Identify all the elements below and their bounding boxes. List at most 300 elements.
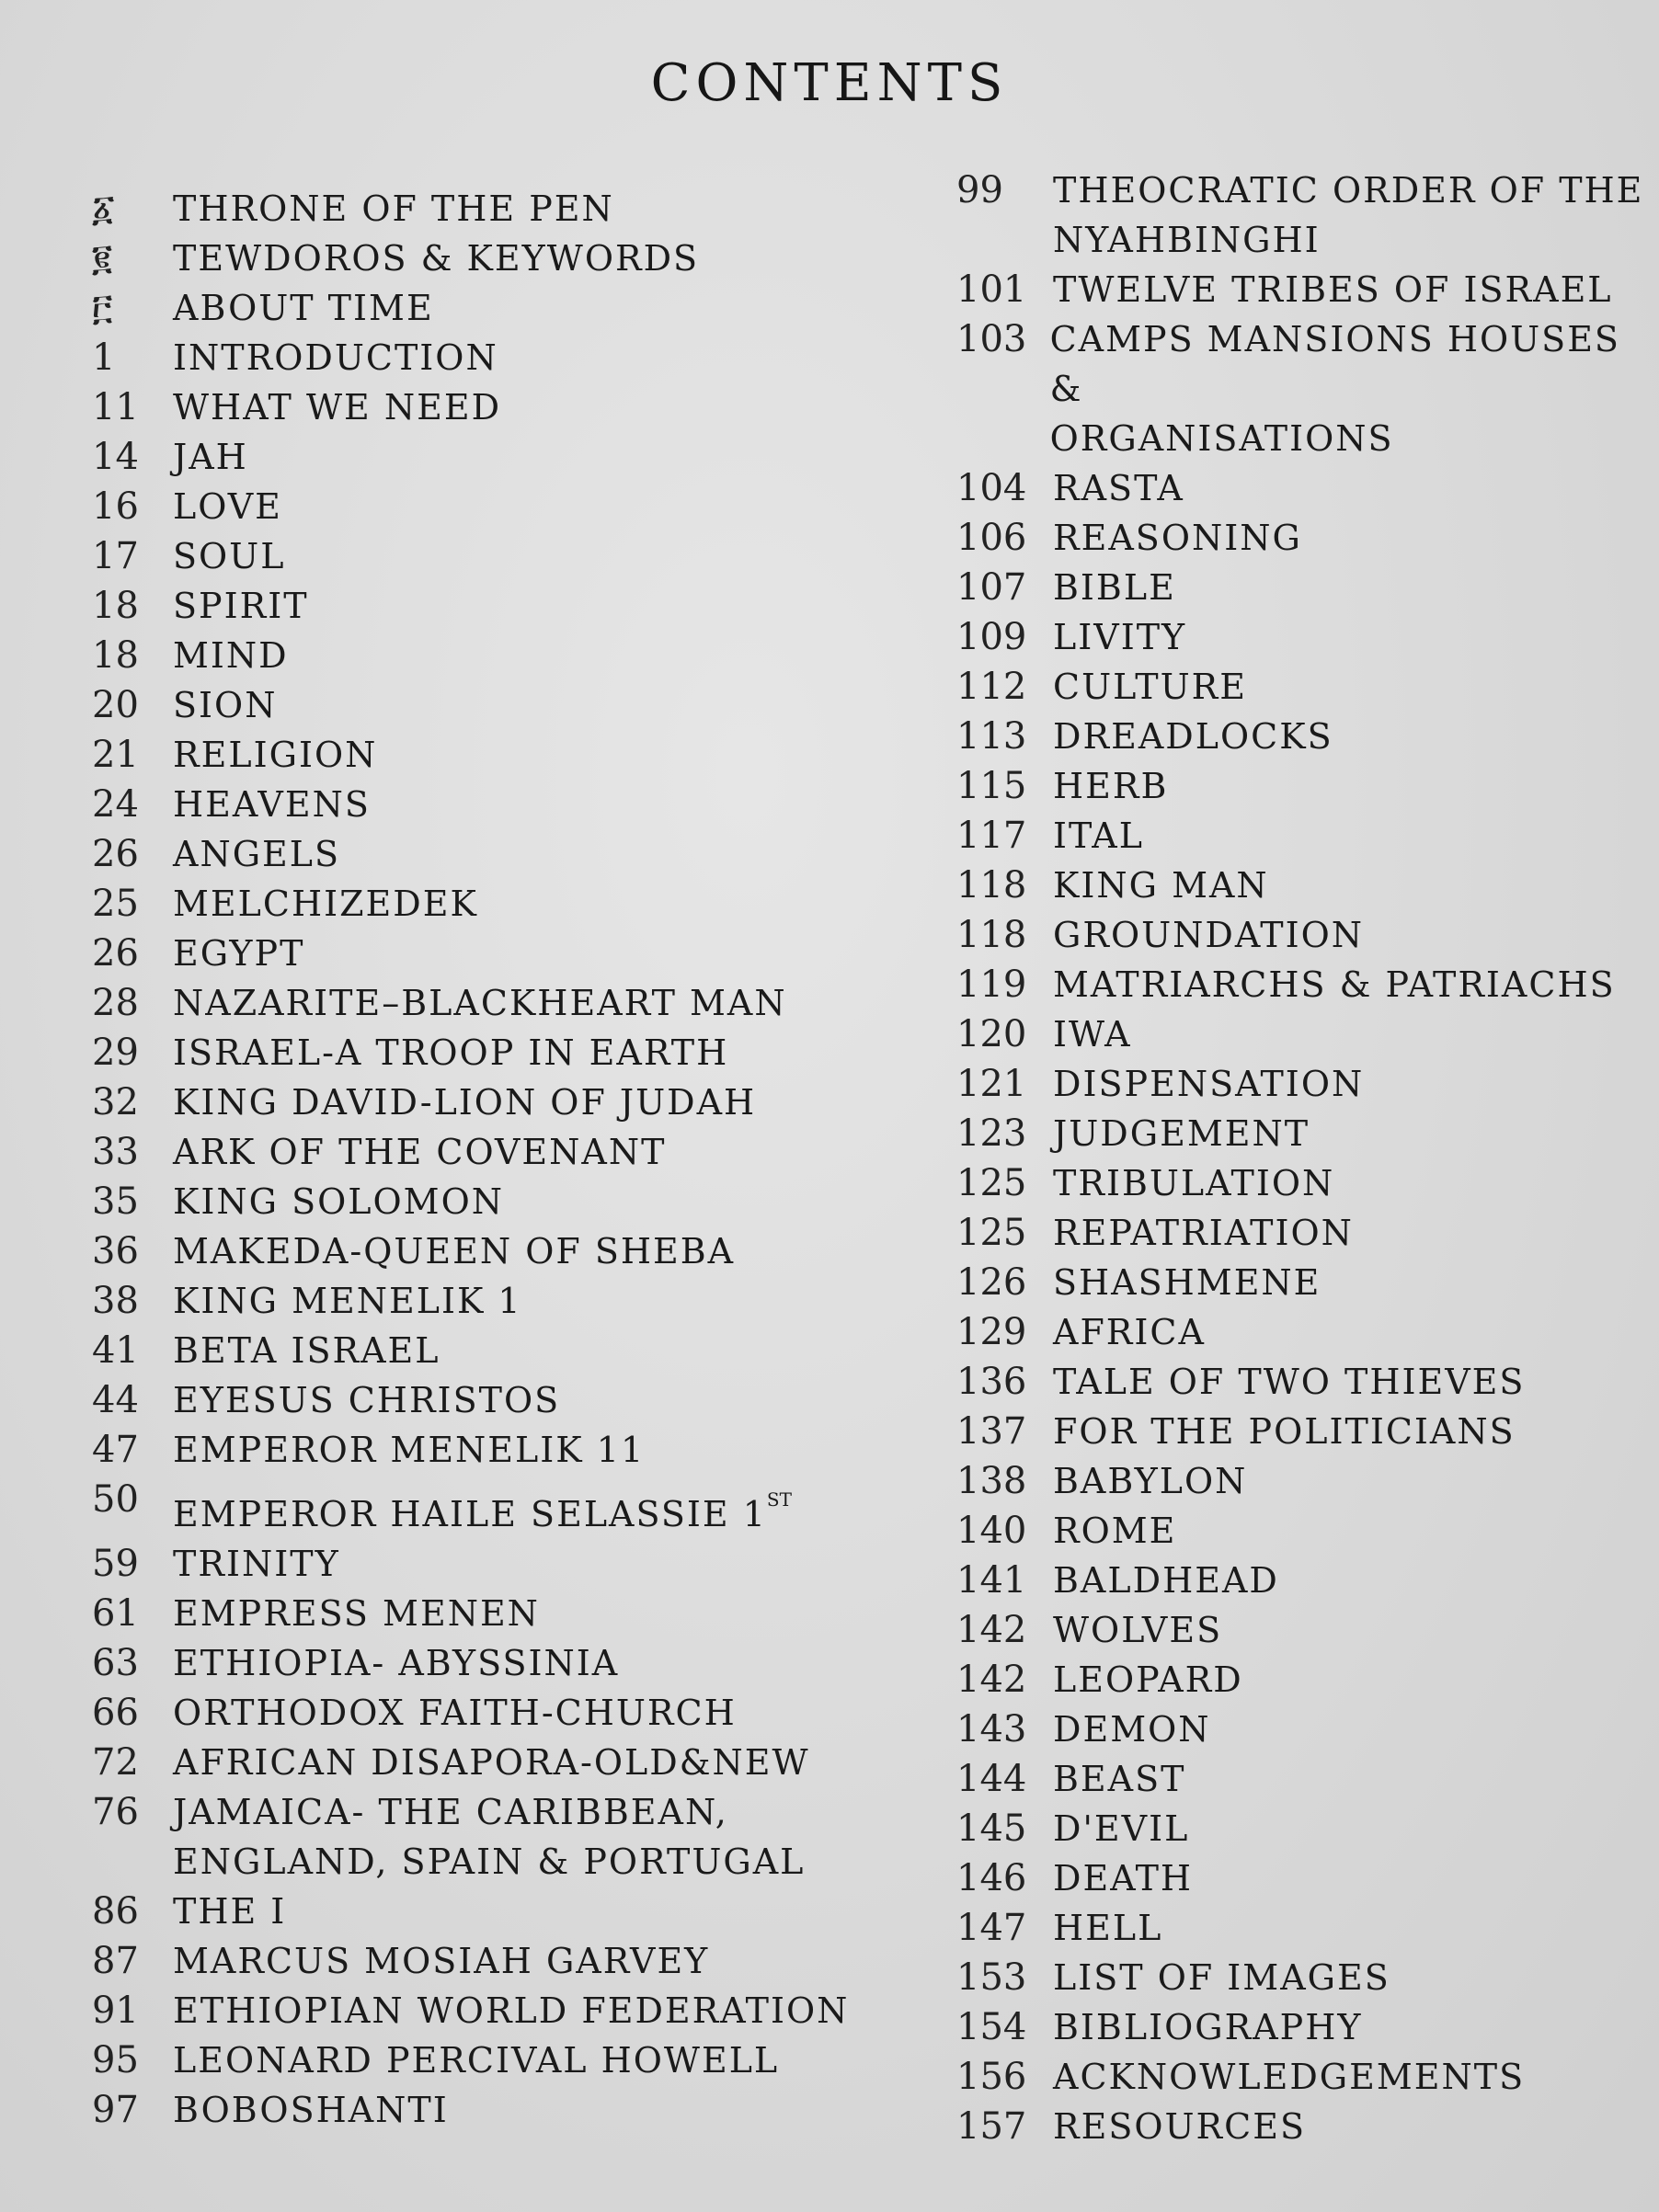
- entry-title: [173, 283, 434, 333]
- entry-title: [1053, 1903, 1162, 1953]
- entry-title: [173, 1177, 504, 1226]
- entry-page-number: 145: [956, 1807, 1027, 1850]
- entry-title: [1053, 1109, 1310, 1158]
- entry-title: [173, 2035, 779, 2085]
- entry-title: [1053, 1208, 1354, 1258]
- contents-entry: [956, 1059, 1646, 1109]
- entry-page-number: 61: [92, 1592, 139, 1635]
- entry-title-text: ETHIOPIAN WORLD FEDERATION: [173, 1990, 850, 2031]
- entry-page-number: 101: [956, 268, 1027, 311]
- contents-entry: [92, 1787, 864, 1887]
- contents-entry: [92, 1738, 864, 1787]
- entry-title-text: EYESUS CHRISTOS: [173, 1380, 561, 1420]
- entry-title-text: BOBOSHANTI: [173, 2090, 449, 2130]
- entry-page-number: 103: [956, 318, 1027, 360]
- entry-title-text: JAMAICA- THE CARIBBEAN, ENGLAND, SPAIN & PORTUGAL: [173, 1792, 806, 1882]
- entry-page-number: 118: [956, 914, 1027, 956]
- entry-title: [1053, 2052, 1525, 2102]
- entry-page-number: 50: [92, 1478, 139, 1521]
- entry-page-number: 125: [956, 1212, 1027, 1254]
- entry-title-text: JUDGEMENT: [1053, 1113, 1310, 1154]
- entry-title: [173, 631, 289, 680]
- entry-title-text: HEAVENS: [173, 784, 371, 825]
- contents-entry: [956, 1705, 1646, 1754]
- entry-title-text: DEATH: [1053, 1858, 1194, 1898]
- entry-title-text: DREADLOCKS: [1053, 716, 1333, 757]
- entry-page-number: 24: [92, 783, 139, 826]
- contents-entry: [956, 563, 1646, 612]
- entry-page-number: 144: [956, 1758, 1027, 1800]
- entry-title: [1053, 1357, 1525, 1407]
- contents-entry: [956, 1208, 1646, 1258]
- entry-page-number: 113: [956, 715, 1027, 758]
- entry-title-text: THE I: [173, 1891, 287, 1932]
- entry-title: [173, 234, 699, 283]
- entry-page-number: 121: [956, 1063, 1027, 1105]
- entry-title: [1053, 1506, 1176, 1556]
- entry-title-text: JAH: [173, 437, 248, 477]
- entry-page-number: 32: [92, 1081, 139, 1123]
- entry-page-number: 86: [92, 1890, 139, 1933]
- entry-title-text: DEMON: [1053, 1709, 1211, 1750]
- entry-title-text: THEOCRATIC ORDER OF THE NYAHBINGHI: [1053, 170, 1644, 260]
- contents-entry: [92, 482, 864, 531]
- contents-entry: [92, 978, 864, 1028]
- entry-title: [1053, 811, 1144, 861]
- entry-title-text: EGYPT: [173, 933, 305, 974]
- entry-page-number: 18: [92, 634, 139, 677]
- entry-title-text: KING DAVID-LION OF JUDAH: [173, 1082, 757, 1123]
- entry-page-number: ፩: [92, 188, 115, 230]
- contents-entry: [92, 1077, 864, 1127]
- contents-entry: [92, 1375, 864, 1425]
- entry-title: [1050, 314, 1646, 463]
- page-title: CONTENTS: [650, 53, 1009, 113]
- contents-entry: [92, 1887, 864, 1936]
- contents-entry: [956, 1109, 1646, 1158]
- entry-title-text: KING MENELIK 1: [173, 1281, 522, 1321]
- entry-page-number: 29: [92, 1032, 139, 1074]
- entry-title-text: GROUNDATION: [1053, 915, 1364, 955]
- entry-page-number: 104: [956, 467, 1027, 509]
- entry-page-number: 26: [92, 932, 139, 975]
- contents-entry: [956, 463, 1646, 513]
- entry-page-number: 143: [956, 1708, 1027, 1750]
- entry-page-number: 33: [92, 1131, 139, 1173]
- entry-title-text: FOR THE POLITICIANS: [1053, 1411, 1516, 1452]
- entry-title-suffix: ST: [766, 1488, 792, 1511]
- entry-title: [173, 1787, 805, 1887]
- contents-entry: [92, 1177, 864, 1226]
- entry-page-number: 120: [956, 1013, 1027, 1055]
- entry-page-number: 146: [956, 1857, 1027, 1899]
- entry-title: [1053, 1059, 1364, 1109]
- entry-title-text: ACKNOWLEDGEMENTS: [1053, 2057, 1526, 2097]
- entry-page-number: 142: [956, 1609, 1027, 1651]
- entry-title-text: TALE OF TWO THIEVES: [1053, 1362, 1526, 1402]
- entry-title-text: D'EVIL: [1053, 1808, 1190, 1849]
- entry-title: [1053, 662, 1247, 712]
- entry-page-number: 95: [92, 2039, 139, 2081]
- contents-entry: [92, 1936, 864, 1986]
- contents-entry: [92, 829, 864, 879]
- contents-entry: [956, 1903, 1646, 1953]
- contents-entry: [92, 382, 864, 432]
- contents-entry: [956, 612, 1646, 662]
- entry-page-number: ፪: [92, 237, 112, 279]
- entry-title: [173, 482, 282, 531]
- entry-title: [1053, 1158, 1334, 1208]
- entry-page-number: 1: [92, 336, 116, 379]
- contents-entry: [956, 1357, 1646, 1407]
- entry-page-number: 44: [92, 1379, 139, 1421]
- entry-page-number: ፫: [92, 287, 113, 329]
- entry-title-text: ETHIOPIA- ABYSSINIA: [173, 1643, 620, 1683]
- entry-title: [173, 2085, 449, 2135]
- entry-title-text: BALDHEAD: [1053, 1560, 1279, 1601]
- entry-title: [173, 1638, 619, 1688]
- entry-title: [173, 1589, 540, 1638]
- entry-title-text: AFRICAN DISAPORA-OLD&NEW: [173, 1742, 810, 1783]
- contents-entry: [956, 1655, 1646, 1705]
- contents-entry: [92, 1638, 864, 1688]
- entry-title-text: TRIBULATION: [1053, 1163, 1335, 1203]
- entry-title: [1053, 1853, 1193, 1903]
- entry-title-text: HERB: [1053, 766, 1169, 806]
- entry-title: [173, 184, 614, 234]
- entry-title: [1053, 712, 1333, 761]
- entry-title: [173, 382, 501, 432]
- entry-title: [1053, 165, 1643, 265]
- entry-title-text: THRONE OF THE PEN: [173, 188, 614, 229]
- entry-page-number: 21: [92, 734, 139, 776]
- entry-page-number: 47: [92, 1429, 139, 1471]
- entry-title: [173, 1936, 709, 1986]
- entry-page-number: 28: [92, 982, 139, 1024]
- contents-entry: [956, 1853, 1646, 1903]
- entry-title-text: LEONARD PERCIVAL HOWELL: [173, 2040, 780, 2081]
- entry-page-number: 117: [956, 815, 1027, 857]
- entry-title-text: RASTA: [1053, 468, 1184, 508]
- entry-title: [173, 1077, 756, 1127]
- contents-entry: [92, 1539, 864, 1589]
- contents-entry: [92, 184, 864, 234]
- entry-title: [173, 1539, 340, 1589]
- entry-page-number: 97: [92, 2089, 139, 2131]
- entry-title: [1053, 761, 1168, 811]
- entry-page-number: 26: [92, 833, 139, 875]
- entry-title-text: REPATRIATION: [1053, 1213, 1354, 1253]
- contents-entry: [92, 234, 864, 283]
- entry-title-text: NAZARITE–BLACKHEART MAN: [173, 983, 787, 1023]
- contents-entry: [956, 1605, 1646, 1655]
- contents-entry: [92, 333, 864, 382]
- entry-page-number: 142: [956, 1659, 1027, 1701]
- entry-page-number: 66: [92, 1692, 139, 1734]
- contents-column-left: [92, 184, 864, 2135]
- entry-title-text: ITAL: [1053, 815, 1144, 856]
- entry-title: [1053, 463, 1184, 513]
- entry-page-number: 91: [92, 1990, 139, 2032]
- entry-title-text: SHASHMENE: [1053, 1262, 1321, 1303]
- entry-page-number: 36: [92, 1230, 139, 1272]
- contents-entry: [92, 1276, 864, 1326]
- entry-title: [1053, 513, 1302, 563]
- entry-page-number: 76: [92, 1791, 139, 1833]
- contents-entry: [956, 1456, 1646, 1506]
- contents-entry: [92, 283, 864, 333]
- entry-page-number: 106: [956, 517, 1027, 559]
- entry-title: [173, 1326, 440, 1375]
- contents-entry: [956, 712, 1646, 761]
- entry-title: [173, 432, 248, 482]
- entry-title-text: BIBLIOGRAPHY: [1053, 2007, 1363, 2047]
- entry-title: [173, 531, 285, 581]
- entry-page-number: 119: [956, 963, 1027, 1006]
- contents-entry: [956, 1009, 1646, 1059]
- contents-entry: [956, 314, 1646, 463]
- contents-entry: [92, 2085, 864, 2135]
- entry-title: [173, 730, 377, 780]
- entry-title: [1053, 1754, 1185, 1804]
- entry-page-number: 25: [92, 883, 139, 925]
- entry-page-number: 123: [956, 1112, 1027, 1155]
- entry-page-number: 99: [956, 169, 1003, 211]
- entry-title: [1053, 960, 1616, 1009]
- entry-title-text: MELCHIZEDEK: [173, 884, 478, 924]
- entry-title-text: TWELVE TRIBES OF ISRAEL: [1053, 269, 1613, 310]
- entry-title-text: EMPEROR HAILE SELASSIE 1: [173, 1494, 767, 1534]
- contents-entry: [956, 1754, 1646, 1804]
- entry-page-number: 153: [956, 1956, 1027, 1999]
- entry-page-number: 63: [92, 1642, 139, 1684]
- entry-title-text: DISPENSATION: [1053, 1064, 1365, 1104]
- contents-entry: [956, 1307, 1646, 1357]
- entry-title: [173, 1425, 645, 1475]
- contents-entry: [956, 662, 1646, 712]
- entry-title: [173, 333, 498, 382]
- contents-entry: [92, 531, 864, 581]
- entry-title-text: BEAST: [1053, 1759, 1186, 1799]
- entry-page-number: 11: [92, 386, 139, 428]
- entry-page-number: 107: [956, 566, 1027, 609]
- contents-entry: [956, 1158, 1646, 1208]
- contents-entry: [92, 581, 864, 631]
- entry-title-text: BIBLE: [1053, 567, 1176, 608]
- entry-page-number: 72: [92, 1741, 139, 1784]
- entry-title: [173, 581, 309, 631]
- entry-title-text: KING MAN: [1053, 865, 1269, 906]
- entry-title-text: TRINITY: [173, 1544, 340, 1584]
- entry-title-text: LOVE: [173, 486, 282, 527]
- entry-title-text: LEOPARD: [1053, 1659, 1243, 1700]
- entry-page-number: 14: [92, 436, 139, 478]
- entry-title: [173, 829, 340, 879]
- entry-title: [173, 929, 304, 978]
- entry-page-number: 115: [956, 765, 1027, 807]
- entry-page-number: 154: [956, 2006, 1027, 2048]
- contents-entry: [92, 1326, 864, 1375]
- contents-entry: [956, 1407, 1646, 1456]
- entry-page-number: 136: [956, 1361, 1027, 1403]
- entry-title-text: SION: [173, 685, 278, 725]
- contents-entry: [956, 1506, 1646, 1556]
- entry-page-number: 59: [92, 1543, 139, 1585]
- contents-entry: [956, 265, 1646, 314]
- entry-title-text: EMPRESS MENEN: [173, 1593, 540, 1634]
- entry-page-number: 141: [956, 1559, 1027, 1602]
- entry-title-text: ORTHODOX FAITH-CHURCH: [173, 1693, 737, 1733]
- contents-entry: [956, 761, 1646, 811]
- contents-entry: [956, 811, 1646, 861]
- entry-title: [1053, 612, 1186, 662]
- entry-page-number: 140: [956, 1510, 1027, 1552]
- entry-title: [1053, 1307, 1206, 1357]
- entry-title-text: ARK OF THE COVENANT: [173, 1132, 667, 1172]
- entry-title-text: CULTURE: [1053, 667, 1247, 707]
- contents-entry: [956, 960, 1646, 1009]
- entry-title-text: MAKEDA-QUEEN OF SHEBA: [173, 1231, 736, 1271]
- contents-entry: [92, 2035, 864, 2085]
- entry-title: [173, 1475, 792, 1539]
- entry-title: [1053, 563, 1176, 612]
- entry-title-text: RELIGION: [173, 735, 378, 775]
- entry-title: [173, 1688, 737, 1738]
- entry-title: [173, 1887, 286, 1936]
- entry-title-text: SOUL: [173, 536, 286, 576]
- entry-page-number: 125: [956, 1162, 1027, 1204]
- entry-title-text: CAMPS MANSIONS HOUSES & ORGANISATIONS: [1049, 319, 1620, 459]
- contents-entry: [956, 2102, 1646, 2151]
- contents-entry: [92, 1688, 864, 1738]
- contents-entry: [956, 165, 1646, 265]
- entry-title-text: EMPEROR MENELIK 11: [173, 1430, 646, 1470]
- entry-page-number: 138: [956, 1460, 1027, 1502]
- entry-page-number: 16: [92, 485, 139, 528]
- contents-entry: [92, 680, 864, 730]
- entry-title-text: IWA: [1053, 1014, 1132, 1055]
- entry-page-number: 35: [92, 1180, 139, 1223]
- entry-page-number: 18: [92, 585, 139, 627]
- entry-title: [173, 1028, 728, 1077]
- entry-title: [1053, 2002, 1362, 2052]
- contents-entry: [92, 780, 864, 829]
- entry-title-text: BETA ISRAEL: [173, 1330, 440, 1371]
- entry-title: [173, 1738, 810, 1787]
- contents-entry: [92, 1127, 864, 1177]
- contents-column-right: [956, 165, 1646, 2151]
- entry-title-text: ROME: [1053, 1511, 1177, 1551]
- entry-page-number: 109: [956, 616, 1027, 658]
- entry-title-text: ANGELS: [173, 834, 341, 874]
- entry-title: [1053, 1258, 1321, 1307]
- entry-title-text: HELL: [1053, 1908, 1163, 1948]
- contents-entry: [92, 1986, 864, 2035]
- entry-title-text: SPIRIT: [173, 586, 309, 626]
- entry-title: [1053, 1804, 1189, 1853]
- contents-entry: [92, 1226, 864, 1276]
- entry-title-text: MATRIARCHS & PATRIACHS: [1053, 964, 1616, 1005]
- entry-title: [1053, 2102, 1306, 2151]
- entry-page-number: 126: [956, 1261, 1027, 1304]
- entry-title-text: ABOUT TIME: [173, 288, 434, 328]
- entry-title: [173, 780, 371, 829]
- entry-title-text: ISRAEL-A TROOP IN EARTH: [173, 1032, 729, 1073]
- entry-title-text: LIST OF IMAGES: [1053, 1957, 1390, 1998]
- entry-page-number: 147: [956, 1907, 1027, 1949]
- entry-title: [173, 1127, 666, 1177]
- contents-entry: [956, 2052, 1646, 2102]
- entry-title-text: WHAT WE NEED: [173, 387, 502, 428]
- entry-title-text: BABYLON: [1053, 1461, 1248, 1501]
- contents-entry: [956, 861, 1646, 910]
- entry-title: [1053, 265, 1613, 314]
- entry-page-number: 129: [956, 1311, 1027, 1353]
- entry-title: [1053, 1556, 1279, 1605]
- contents-entry: [956, 1804, 1646, 1853]
- entry-page-number: 38: [92, 1280, 139, 1322]
- contents-entry: [956, 513, 1646, 563]
- entry-title: [1053, 861, 1269, 910]
- entry-title: [1053, 1456, 1247, 1506]
- entry-title: [1053, 1705, 1211, 1754]
- entry-title: [1053, 1605, 1222, 1655]
- contents-entry: [92, 1028, 864, 1077]
- entry-page-number: 20: [92, 684, 139, 726]
- entry-title-text: WOLVES: [1053, 1610, 1223, 1650]
- entry-title-text: AFRICA: [1053, 1312, 1206, 1352]
- entry-page-number: 137: [956, 1410, 1027, 1453]
- entry-page-number: 17: [92, 535, 139, 577]
- entry-title: [1053, 1655, 1243, 1705]
- entry-title: [173, 879, 478, 929]
- entry-page-number: 156: [956, 2056, 1027, 2098]
- entry-page-number: 157: [956, 2105, 1027, 2148]
- entry-title: [173, 1375, 560, 1425]
- entry-title: [1053, 1009, 1132, 1059]
- entry-title: [173, 1986, 849, 2035]
- entry-title-text: REASONING: [1053, 518, 1302, 558]
- entry-title-text: MARCUS MOSIAH GARVEY: [173, 1941, 710, 1981]
- entry-title: [173, 1276, 522, 1326]
- entry-title: [173, 978, 787, 1028]
- entry-title: [1053, 1407, 1516, 1456]
- contents-entry: [92, 1589, 864, 1638]
- entry-title-text: INTRODUCTION: [173, 337, 498, 378]
- contents-entry: [956, 2002, 1646, 2052]
- entry-title-text: KING SOLOMON: [173, 1181, 504, 1222]
- entry-title-text: MIND: [173, 635, 289, 676]
- contents-entry: [956, 1953, 1646, 2002]
- entry-title: [1053, 1953, 1390, 2002]
- contents-entry: [92, 432, 864, 482]
- contents-entry: [92, 1425, 864, 1475]
- contents-entry: [92, 631, 864, 680]
- entry-title-text: LIVITY: [1053, 617, 1187, 657]
- entry-title: [1053, 910, 1364, 960]
- entry-title: [173, 1226, 735, 1276]
- contents-entry: [92, 730, 864, 780]
- contents-entry: [92, 929, 864, 978]
- contents-entry: [956, 910, 1646, 960]
- entry-page-number: 41: [92, 1329, 139, 1372]
- entry-title-text: TEWDOROS & KEYWORDS: [173, 238, 700, 279]
- entry-page-number: 118: [956, 864, 1027, 906]
- contents-entry: [956, 1556, 1646, 1605]
- entry-title-text: RESOURCES: [1053, 2106, 1307, 2147]
- contents-entry: [956, 1258, 1646, 1307]
- entry-title: [173, 680, 277, 730]
